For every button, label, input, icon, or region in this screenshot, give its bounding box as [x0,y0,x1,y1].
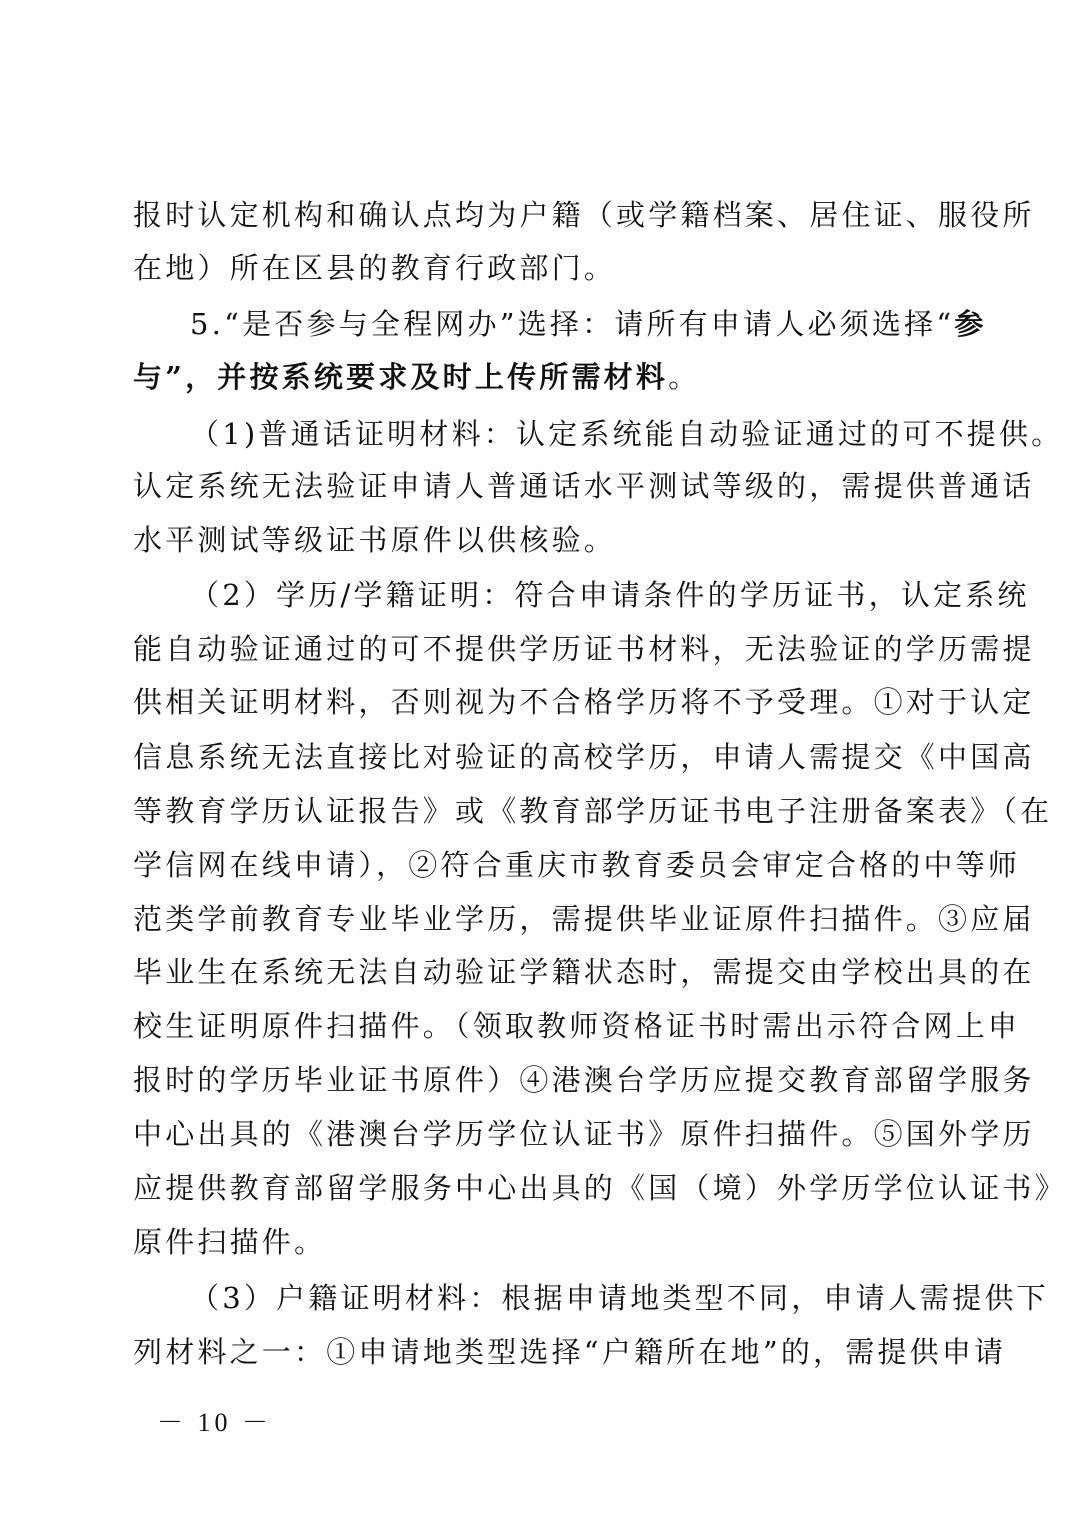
paragraph-line: 能自动验证通过的可不提供学历证书材料，无法验证的学历需提 [133,632,1035,666]
paragraph-line: （2）学历/学籍证明：符合申请条件的学历证书，认定系统 [190,578,1030,612]
paragraph-line [190,307,1000,341]
paragraph-line: 水平测试等级证书原件以供核验。 [133,523,617,557]
paragraph-line: 报时认定机构和确认点均为户籍（或学籍档案、居住证、服役所 [133,198,1035,232]
paragraph-line: 范类学前教育专业毕业学历，需提供毕业证原件扫描件。③应届 [133,902,1035,936]
paragraph-line: 报时的学历毕业证书原件）④港澳台学历应提交教育部留学服务 [133,1063,1035,1097]
bold-emphasis: 参 [954,307,987,341]
bold-emphasis: 与”，并按系统要求及时上传所需材料 [133,360,669,394]
paragraph-line: 供相关证明材料，否则视为不合格学历将不予受理。①对于认定 [133,685,1035,719]
paragraph-line [133,360,943,394]
paragraph-line: 学信网在线申请），②符合重庆市教育委员会审定合格的中等师 [133,848,1021,882]
paragraph-line: （1)普通话证明材料：认定系统能自动验证通过的可不提供。 [190,417,1064,451]
paragraph-line: 等教育学历认证报告》或《教育部学历证书电子注册备案表》（在 [133,794,1053,828]
paragraph-line: 在地）所在区县的教育行政部门。 [133,251,617,285]
paragraph-line: 中心出具的《港澳台学历学位认证书》原件扫描件。⑤国外学历 [133,1117,1035,1151]
paragraph-line: 原件扫描件。 [133,1225,327,1259]
paragraph-line: 校生证明原件扫描件。（领取教师资格证书时需出示符合网上申 [133,1009,1021,1043]
paragraph-line: 毕业生在系统无法自动验证学籍状态时，需提交由学校出具的在 [133,955,1035,989]
paragraph-line: 应提供教育部留学服务中心出具的《国（境）外学历学位认证书》 [133,1171,1067,1205]
paragraph-line: 列材料之一：①申请地类型选择“户籍所在地”的，需提供申请 [133,1335,1007,1369]
paragraph-line: 信息系统无法直接比对验证的高校学历，申请人需提交《中国高 [133,740,1035,774]
paragraph-line-text: 5.“是否参与全程网办”选择：请所有申请人必须选择“参 [190,307,987,341]
page-number: － 10 － [157,1408,273,1437]
paragraph-line: 认定系统无法验证申请人普通话水平测试等级的，需提供普通话 [133,469,1035,503]
paragraph-line-tail: 。 [668,360,701,394]
paragraph-line: （3）户籍证明材料：根据申请地类型不同，申请人需提供下 [190,1281,1049,1315]
